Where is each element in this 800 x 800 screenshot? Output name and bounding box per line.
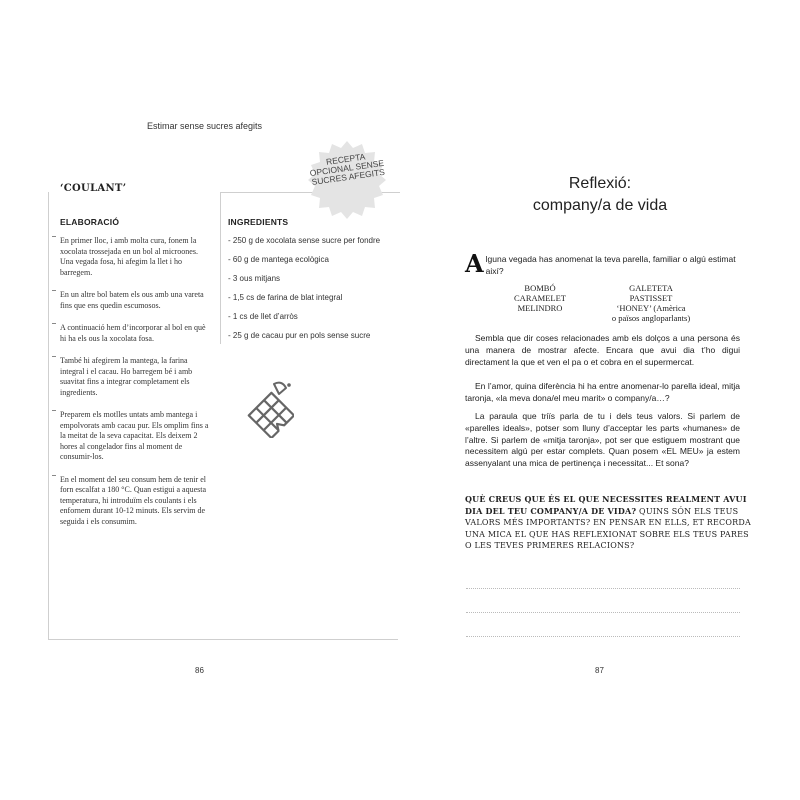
nickname: o països angloparlants) — [611, 313, 691, 323]
step-2: En un altre bol batem els ous amb una vareta fins que ens quedin escumosos. — [60, 290, 210, 311]
nickname: PASTISSET — [629, 293, 673, 303]
page-number-right: 87 — [595, 666, 604, 675]
question-rest: QUINS SÓN ELS TEUS VALORS MÉS IMPORTANTS? EN PENSAR EN ELLS, ET RECORDA UNA MICA EL QUE HAS REFLEXIONAT SOBRE ELS TEUS PARES O LES TEVES PRIMERES RELACIONS? — [465, 506, 751, 550]
question-bold: QUÈ CREUS QUE ÉS EL QUE NECESSITES REALMENT AVUI DIA DEL TEU COMPANY/A DE VIDA? — [465, 494, 747, 516]
ingredient-item: - 250 g de xocolata sense sucre per fondre — [228, 236, 381, 245]
running-header: Estimar sense sucres afegits — [147, 121, 263, 131]
chocolate-bar-icon — [246, 378, 294, 438]
step-6: En el moment del seu consum hem de tenir el forn escalfat a 180 °C. Quan estigui a aquesta temperatura, hi introduïm els coulants i els enfornem durant 10-12 minuts. Els servim de seguida i els consumim. — [60, 475, 210, 528]
title-line-2: company/a de vida — [532, 197, 668, 214]
nickname-list-left — [505, 283, 575, 313]
ingredient-item: - 1 cs de llet d’arròs — [228, 312, 298, 321]
step-4: També hi afegirem la mantega, la farina integral i el cacau. Ho barregem bé i amb suavitat fins a integrar completament els ingredients. — [60, 356, 210, 398]
nickname: BOMBÓ — [524, 283, 556, 293]
nickname: CARAMELET — [514, 293, 566, 303]
elaboration-heading: ELABORACIÓ — [60, 217, 120, 227]
elaboration-steps — [60, 236, 210, 539]
body-paragraph-2: En l’amor, quina diferència hi ha entre anomenar-lo parella ideal, mitja taronja, «la meva dona/el meu marit» o company/a…? — [465, 381, 740, 403]
ingredient-item: - 1,5 cs de farina de blat integral — [228, 293, 343, 302]
step-1: En primer lloc, i amb molta cura, fonem la xocolata trossejada en un bol al microones. Una vegada fosa, hi afegim la llet i ho barregem. — [60, 236, 210, 278]
nickname: ‘HONEY’ (Amèrica — [616, 303, 686, 313]
intro-text: lguna vegada has anomenat la teva parella, familiar o algú estimat així? — [485, 254, 736, 276]
ingredients-list — [228, 236, 388, 350]
step-5: Preparem els motlles untats amb mantega i empolvorats amb cacau pur. Els omplim fins a la meitat de la seva capacitat. Els deixem 2 hores al congelador fins al moment de consumir-los. — [60, 410, 209, 461]
step-3: A continuació hem d’incorporar al bol en què hi ha els ous la xocolata fosa. — [60, 323, 210, 344]
title-line-1: Reflexió: — [568, 175, 632, 192]
reflection-question — [465, 494, 755, 552]
nickname-list-right — [596, 283, 706, 323]
body-paragraph-1: Sembla que dir coses relacionades amb els dolços a una persona és una manera de mostrar afecte. Encara que avui dia t’ho digui directament la que et ven el pa o et cobra en el supermercat. — [465, 333, 740, 367]
intro-paragraph — [465, 249, 740, 278]
drop-cap: A — [465, 249, 484, 278]
ingredients-heading: INGREDIENTS — [228, 217, 289, 227]
badge-label: RECEPTA OPCIONAL SENSE SUCRES AFEGITS — [309, 151, 386, 187]
ingredient-item: - 60 g de mantega ecològica — [228, 255, 329, 264]
right-page — [400, 0, 800, 800]
ingredient-item: - 3 ous mitjans — [228, 274, 281, 283]
answer-line — [466, 612, 740, 613]
answer-line — [466, 636, 740, 637]
page-title — [400, 173, 800, 217]
nickname: MELINDRO — [517, 303, 563, 313]
nickname: GALETETA — [629, 283, 673, 293]
recipe-title: ‘COULANT’ — [60, 183, 127, 194]
page-number-left: 86 — [195, 666, 204, 675]
ingredient-item: - 25 g de cacau pur en pols sense sucre — [228, 331, 371, 340]
answer-line — [466, 588, 740, 589]
body-paragraph-3: La paraula que triïs parla de tu i dels teus valors. Si parlem de «parelles ideals», potser som lluny d’acceptar les parts «humanes» de l’altre. Si parlem de «mitja taronja», pot ser que estiguem mostrant que necessitem algú per estar complets. Quan posem «EL MEU» ja estem assenyalant una mica de pertinença i necessitat... Et sona? — [465, 411, 740, 469]
